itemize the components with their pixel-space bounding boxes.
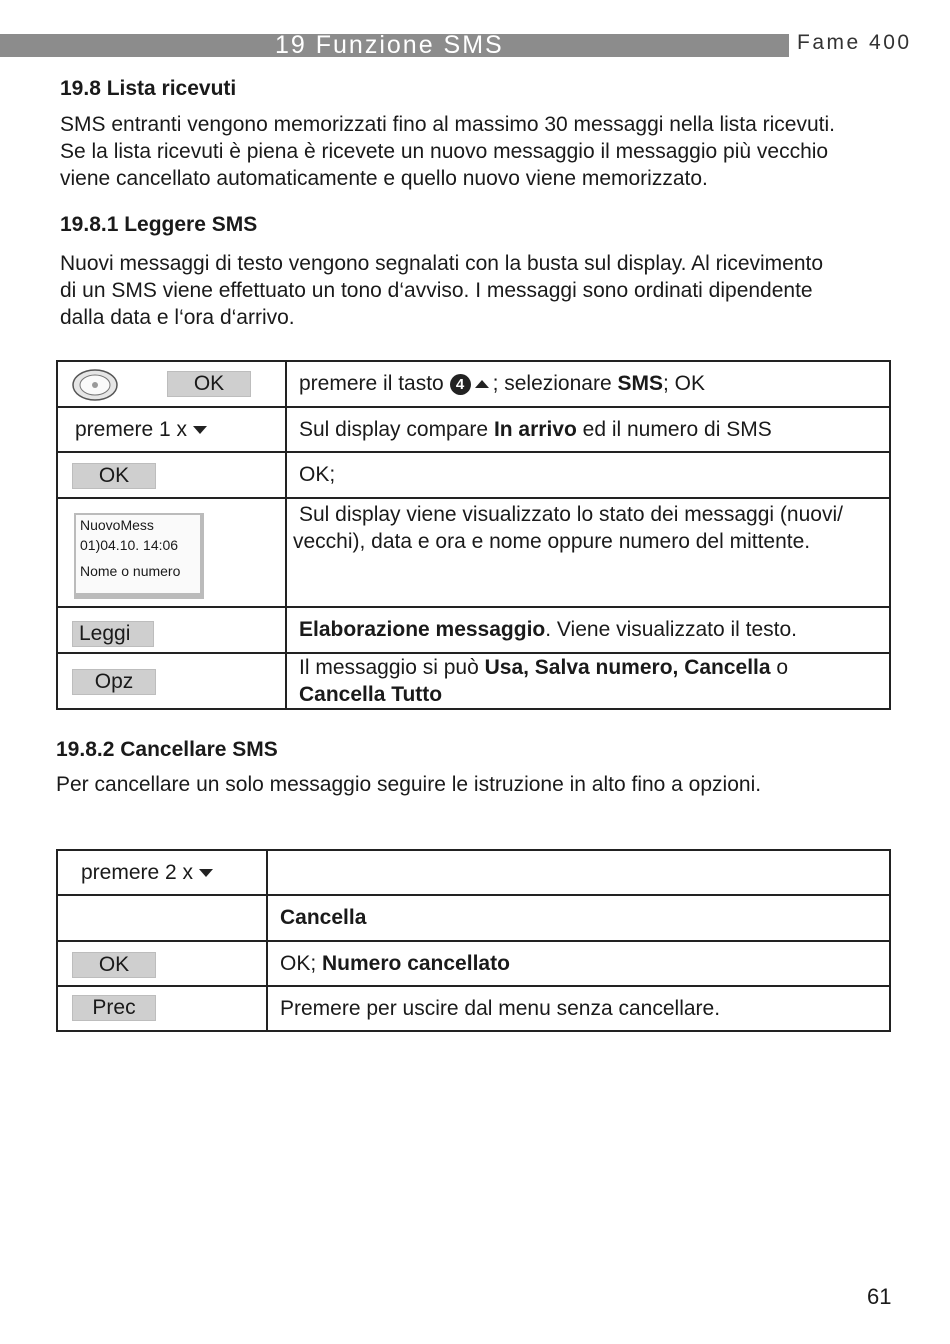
table-cell-right — [267, 895, 890, 941]
paragraph-line: Nuovi messaggi di testo vengono segnalati con la busta sul display. Al ricevimento — [60, 252, 824, 275]
table-cell-left — [57, 607, 286, 653]
table-cell-left — [57, 941, 267, 986]
table-row — [57, 850, 890, 895]
paragraph-line: di un SMS viene effettuato un tono d‘avviso. I messaggi sono ordinati dipendente — [60, 279, 813, 302]
table-cell-left — [57, 850, 267, 895]
text: OK; — [280, 951, 323, 975]
page-number: 61 — [867, 1284, 892, 1309]
bold-text: Cancella — [280, 906, 367, 929]
table-row — [57, 607, 890, 653]
text-line: Sul display viene visualizzato lo stato dei messaggi (nuovi/ — [299, 503, 843, 526]
table-cell-left — [57, 986, 267, 1031]
table-cell-right — [286, 361, 890, 407]
down-arrow-icon — [199, 869, 213, 877]
text: o — [770, 656, 789, 679]
table-cell-right — [286, 407, 890, 452]
ok-key: OK — [72, 463, 156, 489]
table-cell-right — [286, 452, 890, 498]
table-cell-right — [286, 653, 890, 709]
brand-label: Fame 400 — [797, 31, 912, 54]
press-instruction: premere 1 x — [75, 417, 188, 441]
text: Premere per uscire dal menu senza cancellare. — [280, 996, 721, 1020]
table-cell-left — [57, 895, 267, 941]
text: ; OK — [662, 372, 705, 395]
table-row — [57, 361, 890, 407]
paragraph-leggere-sms — [60, 250, 900, 331]
text: Il messaggio si può — [299, 656, 485, 679]
bold-text: Usa, Salva numero, Cancella — [484, 656, 771, 679]
navigation-key-icon — [71, 368, 119, 402]
table-cell-left — [57, 407, 286, 452]
table-row — [57, 452, 890, 498]
instruction-table-delete — [56, 849, 891, 1032]
bold-text: Elaborazione messaggio — [299, 618, 546, 641]
table-cell-right — [267, 850, 890, 895]
key-4-icon: 4 — [450, 374, 471, 395]
prec-key: Prec — [72, 995, 156, 1021]
table-cell-left — [57, 361, 286, 407]
table-row — [57, 498, 890, 607]
heading-leggere-sms: 19.8.1 Leggere SMS — [60, 213, 258, 236]
text: premere il tasto — [299, 372, 450, 395]
ok-key: OK — [72, 952, 156, 978]
paragraph-cancellare-sms: Per cancellare un solo messaggio seguire le istruzione in alto fino a opzioni. — [56, 773, 762, 796]
heading-lista-ricevuti: 19.8 Lista ricevuti — [60, 77, 237, 100]
paragraph-lista-ricevuti — [60, 111, 900, 192]
heading-cancellare-sms: 19.8.2 Cancellare SMS — [56, 738, 278, 761]
text: . Viene visualizzato il testo. — [545, 618, 797, 641]
paragraph-line: Se la lista ricevuti è piena è ricevete un nuovo messaggio il messaggio più vecchio — [60, 140, 829, 163]
text-line: vecchi), data e ora e nome oppure numero del mittente. — [293, 530, 811, 553]
display-preview — [74, 513, 204, 599]
table-cell-left — [57, 498, 286, 607]
text: OK; — [299, 463, 336, 486]
down-arrow-icon — [193, 426, 207, 434]
paragraph-line: viene cancellato automaticamente e quello nuovo viene memorizzato. — [60, 167, 708, 190]
up-arrow-icon — [475, 380, 489, 388]
table-cell-right — [267, 986, 890, 1031]
instruction-table-read — [56, 360, 891, 710]
table-row — [57, 895, 890, 941]
paragraph-line: SMS entranti vengono memorizzati fino al massimo 30 messaggi nella lista ricevuti. — [60, 113, 836, 136]
table-row — [57, 653, 890, 709]
bold-text: SMS — [617, 372, 663, 395]
text: ed il numero di SMS — [576, 417, 772, 441]
ok-key: OK — [167, 371, 251, 397]
bold-text: In arrivo — [493, 417, 577, 441]
table-cell-left — [57, 653, 286, 709]
paragraph-line: dalla data e l‘ora d‘arrivo. — [60, 306, 295, 329]
leggi-key: Leggi — [72, 621, 154, 647]
section-title: 19 Funzione SMS — [275, 31, 504, 59]
text: Sul display compare — [299, 417, 494, 441]
opz-key: Opz — [72, 669, 156, 695]
display-line: 01)04.10. 14:06 — [80, 537, 179, 553]
bold-text: Numero cancellato — [322, 951, 510, 975]
table-cell-right — [286, 498, 890, 607]
table-cell-right — [267, 941, 890, 986]
display-line: NuovoMess — [80, 517, 154, 533]
table-row — [57, 941, 890, 986]
table-row — [57, 407, 890, 452]
table-cell-left — [57, 452, 286, 498]
table-row — [57, 986, 890, 1031]
press-instruction: premere 2 x — [81, 860, 194, 884]
display-line: Nome o numero — [80, 563, 181, 579]
bold-text: Cancella Tutto — [299, 683, 443, 706]
text: ; selezionare — [492, 372, 618, 395]
table-cell-right — [286, 607, 890, 653]
